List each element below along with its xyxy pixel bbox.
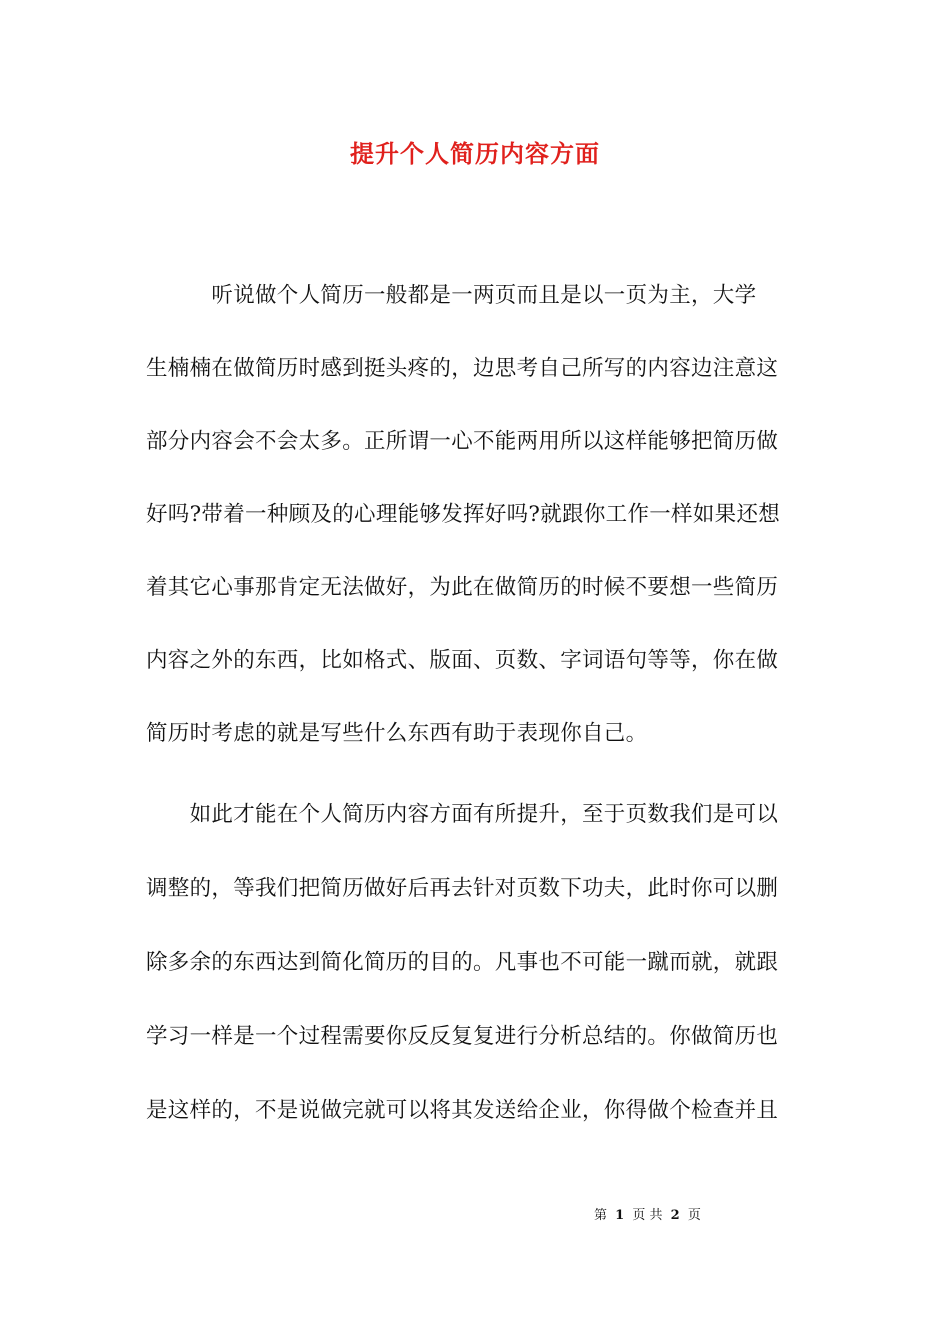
page-footer (592, 1206, 703, 1226)
paragraph-line: 简历时考虑的就是写些什么东西有助于表现你自己。 (146, 721, 648, 746)
footer-middle: 页 共 (632, 1208, 663, 1223)
paragraph-line: 如此才能在个人简历内容方面有所提升，至于页数我们是可以 (146, 802, 779, 827)
paragraph-line: 除多余的东西达到简化简历的目的。凡事也不可能一蹴而就，就跟 (146, 950, 779, 975)
footer-page-number: 1 (615, 1208, 625, 1223)
footer-suffix: 页 (687, 1208, 701, 1223)
paragraph-line: 部分内容会不会太多。正所谓一心不能两用所以这样能够把简历做 (146, 429, 779, 454)
paragraph-line: 生楠楠在做简历时感到挺头疼的，边思考自己所写的内容边注意这 (146, 356, 779, 381)
paragraph-line: 学习一样是一个过程需要你反反复复进行分析总结的。你做简历也 (146, 1024, 779, 1049)
paragraph-line: 好吗?带着一种顾及的心理能够发挥好吗?就跟你工作一样如果还想 (146, 502, 781, 527)
paragraph-line: 着其它心事那肯定无法做好，为此在做简历的时候不要想一些简历 (146, 575, 779, 600)
paragraph-line: 听说做个人简历一般都是一两页而且是以一页为主，大学 (146, 283, 757, 308)
footer-prefix: 第 (594, 1208, 608, 1223)
paragraph-line: 调整的，等我们把简历做好后再去针对页数下功夫，此时你可以删 (146, 876, 779, 901)
paragraph-line: 是这样的，不是说做完就可以将其发送给企业，你得做个检查并且 (146, 1098, 779, 1123)
footer-total-pages: 2 (670, 1208, 680, 1223)
paragraph-line: 内容之外的东西，比如格式、版面、页数、字词语句等等，你在做 (146, 648, 779, 673)
document-title: 提升个人简历内容方面 (350, 139, 600, 168)
